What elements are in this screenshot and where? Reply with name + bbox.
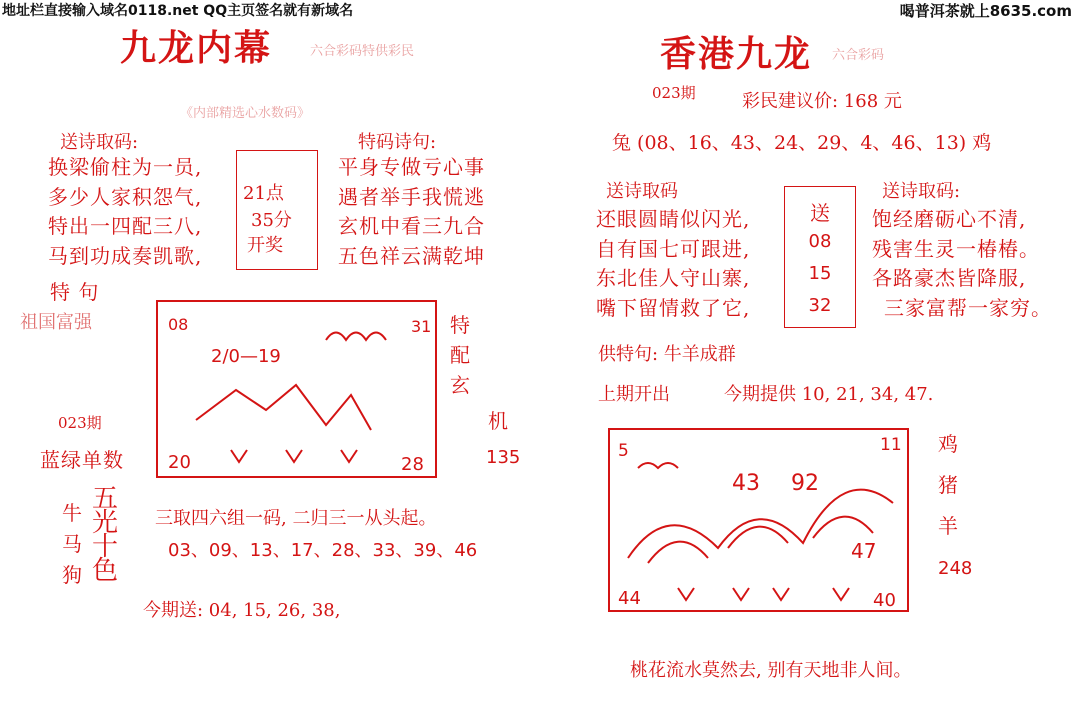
left-subtitle: 《内部精选心水数码》 xyxy=(180,106,311,121)
animal-char: 猪 xyxy=(938,473,959,497)
right-price: 彩民建议价: 168 元 xyxy=(742,91,902,112)
vertical-char: 特 xyxy=(450,313,471,337)
right-last-issue: 上期开出 xyxy=(598,384,670,405)
five-light-char: 十 xyxy=(92,532,119,562)
sketch-label-br: 40 xyxy=(873,590,896,611)
sketch-mountain xyxy=(196,385,371,430)
sketch-scribble: 2/0—19 xyxy=(211,346,281,367)
poem-line: 换梁偷柱为一员, xyxy=(48,155,203,179)
right-issue: 023期 xyxy=(652,84,696,102)
right-footer: 桃花流水莫然去, 别有天地非人间。 xyxy=(630,660,912,681)
poem-line: 东北佳人守山寨, xyxy=(596,266,751,290)
poem-line: 饱经磨砺心不清, xyxy=(872,207,1027,231)
header-right-text: 喝普洱茶就上8635.com xyxy=(899,2,1072,20)
poem-line: 平身专做亏心事 xyxy=(338,155,485,179)
left-poem-right-heading: 特码诗句: xyxy=(358,132,437,153)
right-send-box xyxy=(784,186,856,328)
right-animal-num: 248 xyxy=(938,558,973,579)
sketch-mid: 43 xyxy=(732,471,760,496)
left-time-box xyxy=(236,150,318,270)
header-left-text: 地址栏直接输入域名0118.net QQ主页签名就有新域名 xyxy=(2,3,354,19)
five-light-char: 五 xyxy=(92,484,119,514)
poem-line: 残害生灵一椿椿。 xyxy=(872,236,1040,261)
poem-line: 还眼圆睛似闪光, xyxy=(596,207,751,231)
send-box-line: 送 xyxy=(810,201,830,225)
right-sketch xyxy=(608,428,910,614)
right-special-sentence: 供特句: 牛羊成群 xyxy=(598,344,736,365)
left-poem-left-heading: 送诗取码: xyxy=(60,132,139,153)
animal-char: 马 xyxy=(62,532,83,556)
left-numbers: 03、09、13、17、28、33、39、46 xyxy=(168,540,478,561)
poem-line: 马到功成奏凯歌, xyxy=(48,243,203,268)
vertical-char: 配 xyxy=(450,343,471,367)
time-box-line: 35分 xyxy=(251,210,292,231)
animal-char: 牛 xyxy=(62,501,83,525)
poem-line: 遇者举手我慌逃 xyxy=(338,184,485,209)
send-box-line: 32 xyxy=(808,295,832,316)
right-poem-left-heading: 送诗取码 xyxy=(606,181,678,202)
sketch-label-br: 28 xyxy=(401,454,424,475)
time-box-line: 21点 xyxy=(243,183,284,204)
left-special-label: 特 句 xyxy=(50,280,100,304)
poem-line: 特出一四配三八, xyxy=(48,214,203,238)
sketch-grass xyxy=(678,588,849,600)
poem-line: 三家富帮一家穷。 xyxy=(884,295,1052,320)
right-title-sub: 六合彩码 xyxy=(832,48,885,63)
left-vertical-num: 135 xyxy=(486,447,521,468)
left-title-sub: 六合彩码特供彩民 xyxy=(310,44,415,59)
sketch-label-tl: 5 xyxy=(618,441,629,461)
poem-line: 嘴下留情救了它, xyxy=(596,295,751,320)
right-poem-left xyxy=(596,205,750,323)
poem-line: 自有国七可跟进, xyxy=(596,236,751,261)
sketch-grass xyxy=(231,450,357,462)
sketch-cloud xyxy=(326,333,386,341)
sketch-label-bl: 20 xyxy=(168,452,191,473)
right-animals xyxy=(938,424,959,547)
poem-line: 多少人家积怨气, xyxy=(48,184,203,209)
left-five-light xyxy=(92,484,119,586)
send-box-line: 08 xyxy=(808,231,832,252)
vertical-char: 玄 xyxy=(450,373,471,397)
sketch-label-bl: 44 xyxy=(618,588,641,609)
right-title: 香港九龙 xyxy=(660,33,813,75)
sketch-label-tl: 08 xyxy=(168,315,189,334)
sketch-mid2: 92 xyxy=(791,471,819,496)
poem-line: 玄机中看三九合 xyxy=(338,214,485,238)
five-light-char: 色 xyxy=(92,556,119,586)
five-light-char: 光 xyxy=(92,508,119,538)
left-issue: 023期 xyxy=(58,414,102,432)
left-special-sentence: 祖国富强 xyxy=(20,312,92,333)
sketch-label-tr: 11 xyxy=(880,435,902,455)
sketch-arches-inner xyxy=(648,517,873,563)
left-send: 今期送: 04, 15, 26, 38, xyxy=(143,600,341,621)
right-provide: 今期提供 10, 21, 34, 47. xyxy=(724,384,934,405)
right-zodiac-line: 兔 (08、16、43、24、29、4、46、13) 鸡 xyxy=(612,132,992,154)
left-rule: 三取四六组一码, 二归三一从头起。 xyxy=(155,508,437,529)
right-poem-right xyxy=(872,205,1052,323)
sketch-lower: 47 xyxy=(851,539,877,563)
sketch-cloud xyxy=(638,463,678,468)
left-poem-right xyxy=(338,153,485,271)
send-box-line: 15 xyxy=(808,263,832,284)
poem-line: 五色祥云满乾坤 xyxy=(338,243,485,268)
animal-char: 鸡 xyxy=(938,432,959,456)
left-vertical-right: 特 配 玄 机 xyxy=(450,310,474,436)
animal-char: 狗 xyxy=(62,563,83,587)
animal-char: 羊 xyxy=(938,514,959,538)
poem-line: 各路豪杰皆降服, xyxy=(872,266,1027,290)
left-poem-left xyxy=(48,153,202,271)
right-poem-right-heading: 送诗取码: xyxy=(882,181,961,202)
sketch-label-tr: 31 xyxy=(411,317,432,336)
left-blue-green: 蓝绿单数 xyxy=(40,448,124,472)
sketch-border xyxy=(157,301,436,477)
left-sketch xyxy=(156,300,438,480)
time-box-line: 开奖 xyxy=(247,235,283,256)
left-animals xyxy=(62,498,83,591)
left-title: 九龙内幕 xyxy=(120,27,273,69)
